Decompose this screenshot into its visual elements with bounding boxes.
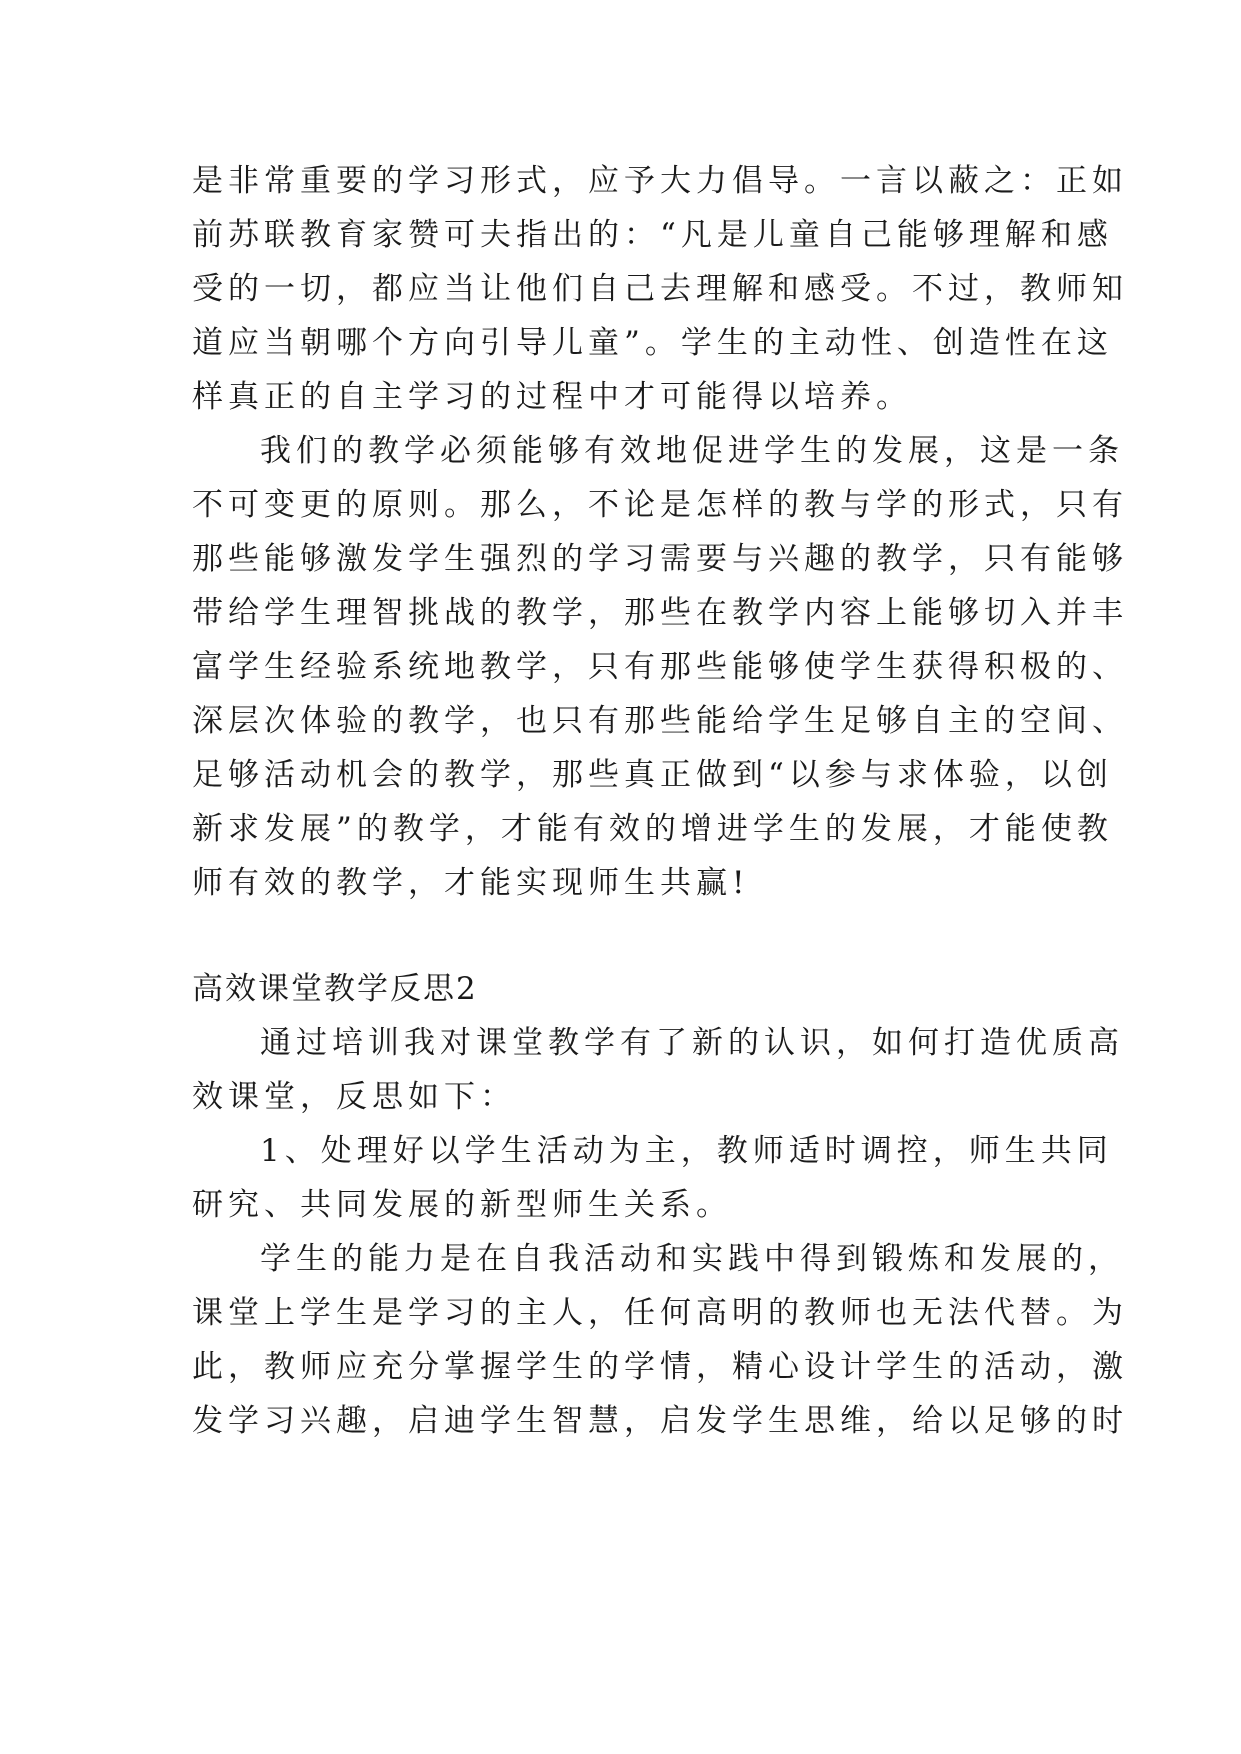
text-line: 深层次体验的教学，也只有那些能给学生足够自主的空间、 <box>192 703 1128 739</box>
text-line: 足够活动机会的教学，那些真正做到“以参与求体验，以创 <box>192 757 1113 793</box>
text-line: 我们的教学必须能够有效地促进学生的发展，这是一条 <box>260 433 1124 469</box>
text-line: 前苏联教育家赞可夫指出的：“凡是儿童自己能够理解和感 <box>192 217 1113 253</box>
document-body <box>192 154 1128 1448</box>
text-line: 发学习兴趣，启迪学生智慧，启发学生思维，给以足够的时 <box>192 1403 1128 1439</box>
paragraph <box>192 1124 1113 1232</box>
text-line: 道应当朝哪个方向引导儿童”。学生的主动性、创造性在这 <box>192 325 1113 361</box>
paragraph <box>192 1232 1128 1448</box>
text-line: 此，教师应充分掌握学生的学情，精心设计学生的活动，激 <box>192 1349 1128 1385</box>
paragraph <box>192 154 1128 424</box>
text-line: 那些能够激发学生强烈的学习需要与兴趣的教学，只有能够 <box>192 541 1128 577</box>
text-line: 通过培训我对课堂教学有了新的认识，如何打造优质高 <box>260 1025 1124 1061</box>
text-line: 新求发展”的教学，才能有效的增进学生的发展，才能使教 <box>192 811 1113 847</box>
section-gap <box>192 910 1062 962</box>
text-line: 师有效的教学，才能实现师生共赢! <box>192 865 750 901</box>
text-line: 受的一切，都应当让他们自己去理解和感受。不过，教师知 <box>192 271 1128 307</box>
paragraph <box>192 1016 1124 1124</box>
paragraph <box>192 424 1128 910</box>
text-line: 效课堂，反思如下： <box>192 1079 516 1115</box>
text-line: 不可变更的原则。那么，不论是怎样的教与学的形式，只有 <box>192 487 1128 523</box>
text-line: 研究、共同发展的新型师生关系。 <box>192 1187 732 1223</box>
text-line: 富学生经验系统地教学，只有那些能够使学生获得积极的、 <box>192 649 1128 685</box>
text-line: 课堂上学生是学习的主人，任何高明的教师也无法代替。为 <box>192 1295 1128 1331</box>
text-line: 学生的能力是在自我活动和实践中得到锻炼和发展的， <box>260 1241 1124 1277</box>
text-line: 样真正的自主学习的过程中才可能得以培养。 <box>192 379 912 415</box>
text-line: 是非常重要的学习形式，应予大力倡导。一言以蔽之：正如 <box>192 163 1128 199</box>
text-line: 带给学生理智挑战的教学，那些在教学内容上能够切入并丰 <box>192 595 1128 631</box>
section-title: 高效课堂教学反思2 <box>192 971 478 1007</box>
text-line: 1、处理好以学生活动为主，教师适时调控，师生共同 <box>260 1133 1113 1169</box>
